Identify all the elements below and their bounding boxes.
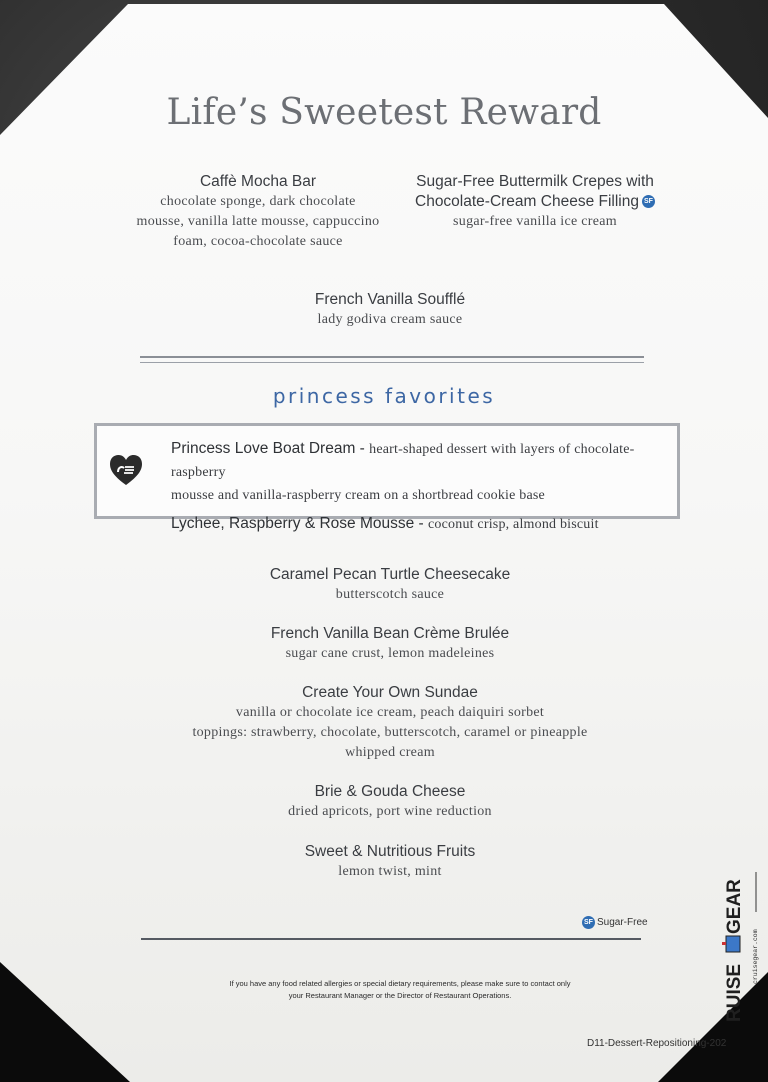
menu-item-french-vanilla-souffle bbox=[140, 290, 640, 330]
item-desc: chocolate sponge, dark chocolate bbox=[160, 194, 356, 209]
page-title: Life’s Sweetest Reward bbox=[166, 92, 602, 133]
sugar-free-badge-icon: SF bbox=[582, 916, 595, 929]
heart-wave-icon bbox=[109, 454, 143, 486]
menu-item bbox=[140, 624, 640, 664]
item-name-text: Chocolate-Cream Cheese Filling bbox=[415, 193, 639, 210]
menu-item-caffe-mocha-bar bbox=[128, 172, 388, 252]
item-desc: vanilla or chocolate ice cream, peach daiquiri sorbet bbox=[235, 705, 545, 720]
item-desc: toppings: strawberry, chocolate, butterscotch, caramel or pineapple bbox=[192, 725, 588, 740]
favorite-name: Princess Love Boat Dream - bbox=[171, 440, 370, 457]
favorites-list bbox=[171, 438, 671, 536]
favorite-item bbox=[171, 438, 671, 507]
item-desc: mousse, vanilla latte mousse, cappuccino bbox=[136, 214, 380, 229]
princess-favorites-box bbox=[94, 423, 680, 532]
menu-item bbox=[140, 782, 640, 822]
favorite-item bbox=[171, 513, 671, 536]
item-name: Caffè Mocha Bar bbox=[199, 173, 317, 190]
item-desc: lemon twist, mint bbox=[338, 864, 442, 879]
favorite-desc-line2: mousse and vanilla-raspberry cream on a shortbread cookie base bbox=[171, 488, 545, 503]
cruise-gear-watermark-logo bbox=[712, 872, 762, 1032]
item-name: Sweet & Nutritious Fruits bbox=[304, 843, 476, 860]
favorite-desc: coconut crisp, almond biscuit bbox=[428, 517, 599, 532]
svg-text:RUISE: RUISE bbox=[724, 963, 745, 1022]
notice-line: If you have any food related allergies or special dietary requirements, please make sure to contact only bbox=[229, 979, 571, 988]
menu-item-sugar-free-crepes bbox=[405, 172, 665, 232]
legend bbox=[582, 916, 648, 929]
section-divider bbox=[140, 356, 644, 363]
menu-item bbox=[140, 565, 640, 605]
item-name: Sugar-Free Buttermilk Crepes with bbox=[416, 173, 654, 190]
footer-divider bbox=[141, 938, 641, 940]
notice-line: your Restaurant Manager or the Director of Restaurant Operations. bbox=[288, 991, 512, 1000]
item-desc: sugar cane crust, lemon madeleines bbox=[285, 646, 495, 661]
favorite-desc: heart-shaped dessert with layers of chocolate-raspberry bbox=[171, 442, 635, 480]
item-name: French Vanilla Soufflé bbox=[314, 291, 466, 308]
item-name: Brie & Gouda Cheese bbox=[314, 783, 466, 800]
item-desc: butterscotch sauce bbox=[335, 587, 445, 602]
menu-code: D11-Dessert-Repositioning-202 bbox=[587, 1038, 727, 1049]
section-title-princess-favorites: princess favorites bbox=[272, 384, 496, 408]
sugar-free-badge-icon: SF bbox=[642, 195, 655, 208]
item-desc: lady godiva cream sauce bbox=[317, 312, 463, 327]
menu-item bbox=[140, 683, 640, 763]
item-name-line2 bbox=[405, 192, 665, 212]
item-name: French Vanilla Bean Crème Brulée bbox=[270, 625, 510, 642]
legend-label: Sugar-Free bbox=[597, 917, 648, 929]
svg-text:cruisegear.com: cruisegear.com bbox=[752, 929, 759, 984]
favorite-name: Lychee, Raspberry & Rose Mousse - bbox=[171, 515, 429, 532]
allergy-notice bbox=[190, 978, 610, 1002]
item-name: Create Your Own Sundae bbox=[302, 684, 478, 701]
svg-text:GEAR: GEAR bbox=[724, 879, 745, 934]
menu-item bbox=[140, 842, 640, 882]
item-desc: whipped cream bbox=[345, 745, 435, 760]
item-desc: foam, cocoa-chocolate sauce bbox=[173, 234, 343, 249]
item-name: Caramel Pecan Turtle Cheesecake bbox=[269, 566, 511, 583]
item-desc: sugar-free vanilla ice cream bbox=[453, 214, 617, 229]
item-desc: dried apricots, port wine reduction bbox=[288, 804, 492, 819]
